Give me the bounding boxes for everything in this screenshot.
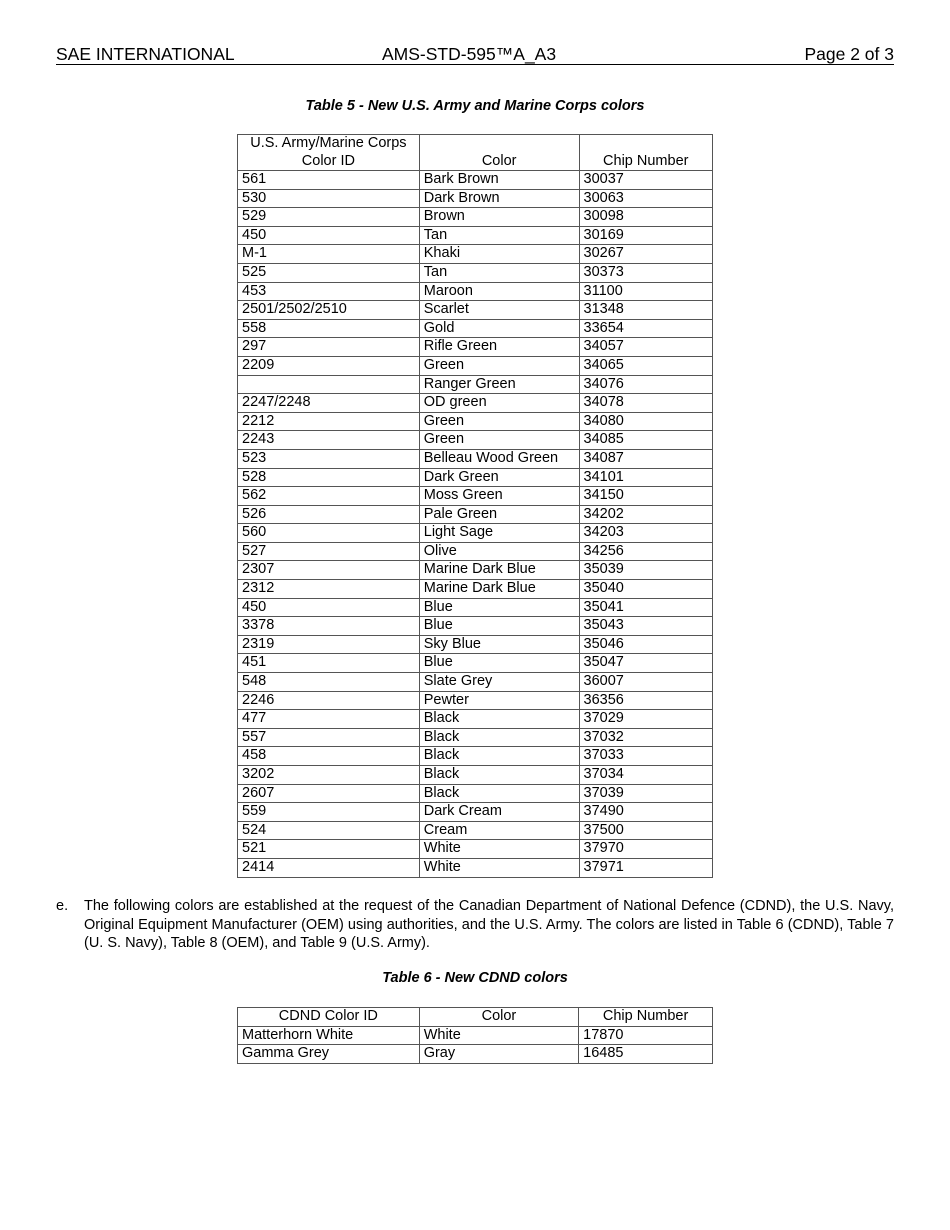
cell-chip-number: 31100 xyxy=(579,282,712,301)
cell-chip-number: 30169 xyxy=(579,226,712,245)
list-marker: e. xyxy=(56,898,69,914)
column-header-color: Color xyxy=(419,135,579,171)
cell-color-name: Bark Brown xyxy=(419,171,579,190)
cell-color-id: 561 xyxy=(238,171,420,190)
cell-chip-number: 30063 xyxy=(579,189,712,208)
table-row xyxy=(238,803,713,822)
cell-color-name: Rifle Green xyxy=(419,338,579,357)
cell-color-id: 2319 xyxy=(238,635,420,654)
cell-color-name: White xyxy=(419,858,579,877)
table-row xyxy=(238,635,713,654)
cell-chip-number: 36356 xyxy=(579,691,712,710)
table-row xyxy=(238,171,713,190)
cell-color-id: 530 xyxy=(238,189,420,208)
cell-chip-number: 34150 xyxy=(579,487,712,506)
column-header-chip-number: Chip Number xyxy=(579,1008,713,1027)
table-header-row xyxy=(238,135,713,171)
cell-chip-number: 34065 xyxy=(579,356,712,375)
cell-color-name: Blue xyxy=(419,598,579,617)
cell-color-id: 558 xyxy=(238,319,420,338)
table-row xyxy=(238,449,713,468)
cell-chip-number: 35043 xyxy=(579,617,712,636)
cell-color-id: 529 xyxy=(238,208,420,227)
cell-color-name: Marine Dark Blue xyxy=(419,580,579,599)
cell-chip-number: 16485 xyxy=(579,1045,713,1064)
cell-color-id: 2247/2248 xyxy=(238,394,420,413)
column-header-line: Color ID xyxy=(301,152,355,169)
cell-color-id: 2312 xyxy=(238,580,420,599)
table-row xyxy=(238,226,713,245)
cell-color-id: 2501/2502/2510 xyxy=(238,301,420,320)
cell-color-name: OD green xyxy=(419,394,579,413)
cell-color-id: 527 xyxy=(238,542,420,561)
cell-chip-number: 34087 xyxy=(579,449,712,468)
cell-chip-number: 37029 xyxy=(579,710,712,729)
table-row xyxy=(238,747,713,766)
cell-color-name: Cream xyxy=(419,821,579,840)
column-header-color: Color xyxy=(419,1008,578,1027)
table-row xyxy=(238,598,713,617)
cell-color-name: Black xyxy=(419,766,579,785)
cell-color-id: 2307 xyxy=(238,561,420,580)
cell-color-name: Blue xyxy=(419,654,579,673)
cell-chip-number: 30373 xyxy=(579,263,712,282)
cell-color-id: 2212 xyxy=(238,412,420,431)
cell-color-id: 3202 xyxy=(238,766,420,785)
table-row xyxy=(238,189,713,208)
cell-chip-number: 31348 xyxy=(579,301,712,320)
cell-color-name: White xyxy=(419,840,579,859)
cell-chip-number: 37970 xyxy=(579,840,712,859)
cell-color-id xyxy=(238,375,420,394)
column-header-chip-number: Chip Number xyxy=(579,135,712,171)
cell-chip-number: 17870 xyxy=(579,1026,713,1045)
cell-chip-number: 34256 xyxy=(579,542,712,561)
column-header-line: U.S. Army/Marine Corps xyxy=(250,135,407,151)
table-row xyxy=(238,375,713,394)
table-row xyxy=(238,561,713,580)
cell-color-id: 297 xyxy=(238,338,420,357)
table-row xyxy=(238,356,713,375)
cell-color-name: Olive xyxy=(419,542,579,561)
cell-color-name: Gold xyxy=(419,319,579,338)
cell-color-name: Dark Green xyxy=(419,468,579,487)
cell-chip-number: 35047 xyxy=(579,654,712,673)
cell-color-name: Green xyxy=(419,412,579,431)
table5-army-marine-colors xyxy=(237,134,713,878)
cell-chip-number: 37490 xyxy=(579,803,712,822)
cell-color-id: 2607 xyxy=(238,784,420,803)
cell-color-id: 526 xyxy=(238,505,420,524)
cell-color-name: Black xyxy=(419,728,579,747)
cell-color-name: Ranger Green xyxy=(419,375,579,394)
column-header-cdnd-color-id: CDND Color ID xyxy=(238,1008,420,1027)
table-row xyxy=(238,412,713,431)
cell-color-id: 3378 xyxy=(238,617,420,636)
table-row xyxy=(238,431,713,450)
table-row xyxy=(238,208,713,227)
table-header-row xyxy=(238,1008,713,1027)
table5-body xyxy=(238,171,713,878)
table6-cdnd-colors xyxy=(237,1007,713,1064)
table-row xyxy=(238,282,713,301)
cell-color-name: Black xyxy=(419,747,579,766)
page-number: Page 2 of 3 xyxy=(804,44,894,64)
cell-chip-number: 35046 xyxy=(579,635,712,654)
table-row xyxy=(238,821,713,840)
cell-color-id: M-1 xyxy=(238,245,420,264)
table6-body xyxy=(238,1026,713,1063)
cell-color-id: 453 xyxy=(238,282,420,301)
table-row xyxy=(238,301,713,320)
cell-color-name: Dark Cream xyxy=(419,803,579,822)
table-row xyxy=(238,1026,713,1045)
table-row xyxy=(238,524,713,543)
table-row xyxy=(238,338,713,357)
cell-color-name: Light Sage xyxy=(419,524,579,543)
cell-chip-number: 35040 xyxy=(579,580,712,599)
cell-chip-number: 34203 xyxy=(579,524,712,543)
cell-chip-number: 34085 xyxy=(579,431,712,450)
cell-chip-number: 30037 xyxy=(579,171,712,190)
cell-color-name: Blue xyxy=(419,617,579,636)
cell-color-name: Maroon xyxy=(419,282,579,301)
cell-color-name: Green xyxy=(419,356,579,375)
table-row xyxy=(238,858,713,877)
cell-color-id: 2246 xyxy=(238,691,420,710)
table-row xyxy=(238,766,713,785)
table-row xyxy=(238,840,713,859)
table-row xyxy=(238,617,713,636)
cell-color-name: Moss Green xyxy=(419,487,579,506)
cell-color-id: 450 xyxy=(238,598,420,617)
table-row xyxy=(238,673,713,692)
cell-color-id: 450 xyxy=(238,226,420,245)
cell-color-id: 2243 xyxy=(238,431,420,450)
cell-color-name: Green xyxy=(419,431,579,450)
cell-chip-number: 34057 xyxy=(579,338,712,357)
cell-color-name: Scarlet xyxy=(419,301,579,320)
cell-chip-number: 34076 xyxy=(579,375,712,394)
cell-color-id: 451 xyxy=(238,654,420,673)
cell-color-id: 458 xyxy=(238,747,420,766)
cell-color-id: 2209 xyxy=(238,356,420,375)
paragraph-text: The following colors are established at the request of the Canadian Department of National Defence (CDND), the U.S. Navy, Original Equipment Manufacturer (OEM) using authorities, and the U.S. Army. The colors are listed in Table 6 (CDND), Table 7 (U. S. Navy), Table 8 (OEM), and Table 9 (U.S. Army). xyxy=(84,898,894,951)
table-row xyxy=(238,728,713,747)
cell-color-name: Tan xyxy=(419,226,579,245)
table5-caption: Table 5 - New U.S. Army and Marine Corps colors xyxy=(305,98,645,114)
page-header xyxy=(56,44,894,65)
table-row xyxy=(238,487,713,506)
cell-color-id: 562 xyxy=(238,487,420,506)
table-row xyxy=(238,710,713,729)
cell-chip-number: 37034 xyxy=(579,766,712,785)
cell-color-id: 477 xyxy=(238,710,420,729)
cell-color-name: Pale Green xyxy=(419,505,579,524)
cell-color-id: 557 xyxy=(238,728,420,747)
cell-chip-number: 37971 xyxy=(579,858,712,877)
cell-color-name: Sky Blue xyxy=(419,635,579,654)
organization-name: SAE INTERNATIONAL xyxy=(56,44,235,64)
cell-color-id: 2414 xyxy=(238,858,420,877)
table-row xyxy=(238,505,713,524)
document-id: AMS-STD-595™A_A3 xyxy=(382,44,557,64)
cell-chip-number: 33654 xyxy=(579,319,712,338)
table-row xyxy=(238,1045,713,1064)
table-row xyxy=(238,654,713,673)
table-row xyxy=(238,245,713,264)
cell-chip-number: 37500 xyxy=(579,821,712,840)
cell-color-id: Matterhorn White xyxy=(238,1026,420,1045)
cell-chip-number: 35039 xyxy=(579,561,712,580)
table-row xyxy=(238,468,713,487)
cell-chip-number: 34080 xyxy=(579,412,712,431)
paragraph-e xyxy=(56,897,894,953)
cell-chip-number: 36007 xyxy=(579,673,712,692)
table6-caption: Table 6 - New CDND colors xyxy=(382,970,568,986)
cell-color-name: Pewter xyxy=(419,691,579,710)
cell-chip-number: 34202 xyxy=(579,505,712,524)
cell-color-id: Gamma Grey xyxy=(238,1045,420,1064)
table-row xyxy=(238,691,713,710)
cell-color-name: Slate Grey xyxy=(419,673,579,692)
cell-color-name: Black xyxy=(419,710,579,729)
cell-chip-number: 35041 xyxy=(579,598,712,617)
table-row xyxy=(238,784,713,803)
cell-color-name: Black xyxy=(419,784,579,803)
cell-color-name: Tan xyxy=(419,263,579,282)
cell-color-name: Brown xyxy=(419,208,579,227)
cell-color-id: 528 xyxy=(238,468,420,487)
cell-color-id: 521 xyxy=(238,840,420,859)
cell-chip-number: 37039 xyxy=(579,784,712,803)
table-row xyxy=(238,542,713,561)
cell-color-name: Khaki xyxy=(419,245,579,264)
cell-color-name: White xyxy=(419,1026,578,1045)
cell-color-id: 548 xyxy=(238,673,420,692)
cell-chip-number: 37033 xyxy=(579,747,712,766)
cell-color-id: 524 xyxy=(238,821,420,840)
cell-color-id: 525 xyxy=(238,263,420,282)
cell-color-name: Dark Brown xyxy=(419,189,579,208)
column-header-color-id xyxy=(238,135,420,171)
cell-color-id: 559 xyxy=(238,803,420,822)
cell-color-name: Marine Dark Blue xyxy=(419,561,579,580)
cell-chip-number: 34101 xyxy=(579,468,712,487)
table-row xyxy=(238,263,713,282)
table-row xyxy=(238,580,713,599)
cell-color-name: Gray xyxy=(419,1045,578,1064)
cell-color-name: Belleau Wood Green xyxy=(419,449,579,468)
cell-chip-number: 30098 xyxy=(579,208,712,227)
cell-color-id: 523 xyxy=(238,449,420,468)
cell-chip-number: 30267 xyxy=(579,245,712,264)
table-row xyxy=(238,319,713,338)
table-row xyxy=(238,394,713,413)
cell-chip-number: 34078 xyxy=(579,394,712,413)
cell-color-id: 560 xyxy=(238,524,420,543)
cell-chip-number: 37032 xyxy=(579,728,712,747)
